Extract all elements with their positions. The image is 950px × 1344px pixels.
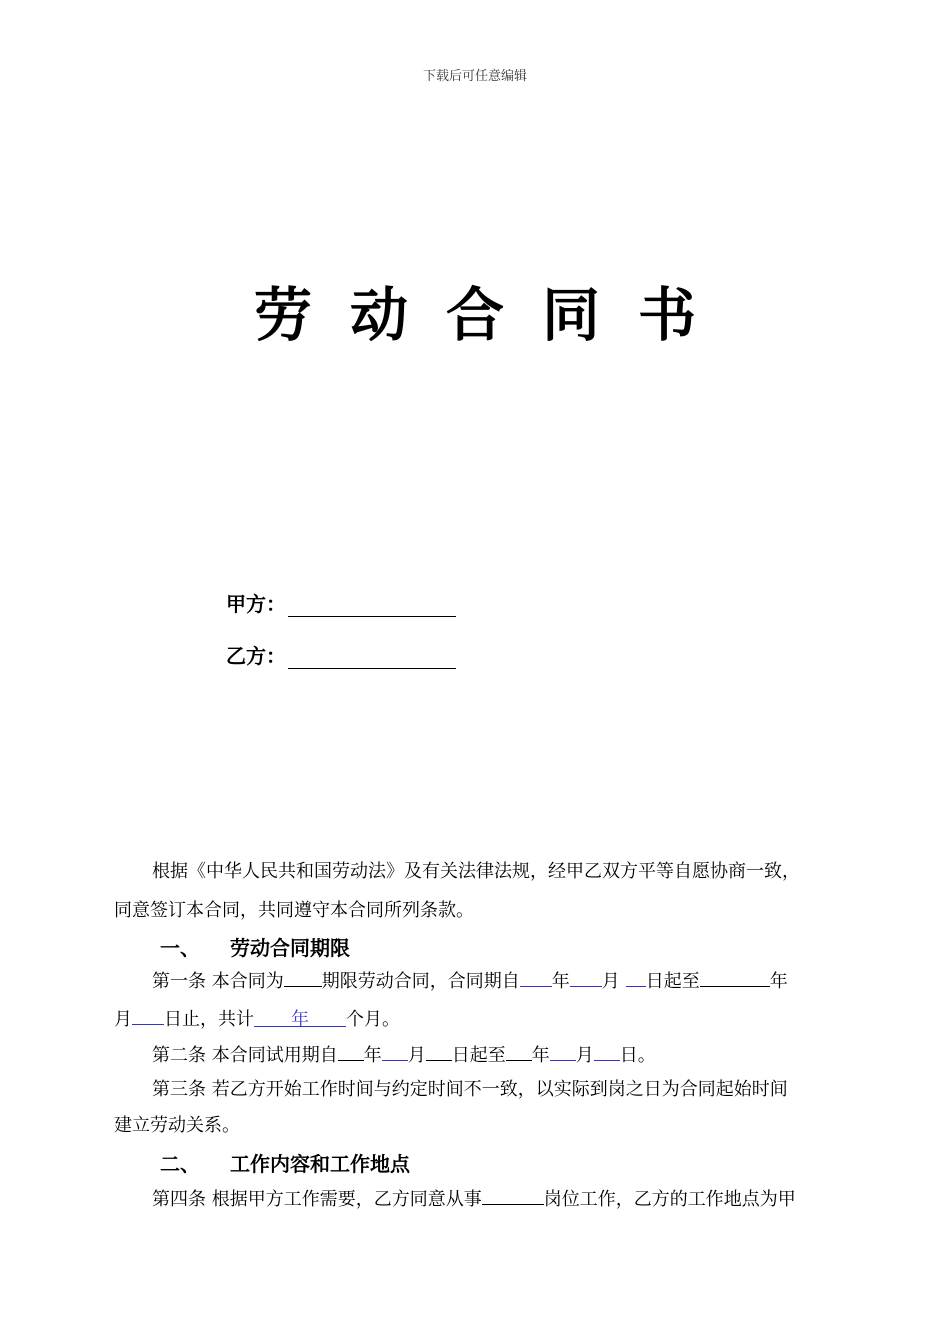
probation-end-year-blank[interactable] [506, 1042, 532, 1061]
total-years-blank[interactable] [254, 1008, 346, 1030]
header-note: 下载后可任意编辑 [422, 69, 527, 84]
contract-term-type-blank[interactable] [284, 968, 322, 987]
probation-end-day-blank[interactable] [594, 1042, 620, 1061]
start-day-blank[interactable] [626, 968, 646, 987]
article-2-month-label: 月 [407, 1045, 426, 1066]
article-4-text-a: 第四条 根据甲方工作需要，乙方同意从事 [152, 1189, 482, 1210]
party-a-label: 甲方： [226, 592, 286, 616]
total-years-label: 年 [291, 1009, 309, 1030]
section-2-number: 二、 [160, 1152, 200, 1176]
party-b-label: 乙方： [226, 644, 286, 668]
intro-line-2: 同意签订本合同，共同遵守本合同所列条款。 [114, 900, 474, 921]
article-1-year-label: 年 [551, 971, 570, 992]
article-2-line [152, 1042, 656, 1068]
section-1-heading [160, 932, 350, 961]
article-4-line [152, 1186, 796, 1212]
party-a-row [226, 588, 456, 617]
probation-start-year-blank[interactable] [338, 1042, 364, 1061]
article-1-line-2 [114, 1006, 400, 1032]
article-1-text-a: 第一条 本合同为 [152, 971, 284, 992]
article-2-end-month-label: 月 [575, 1045, 594, 1066]
article-1-end-month-label: 月 [114, 1009, 132, 1030]
intro-line-1: 根据《中华人民共和国劳动法》及有关法律法规，经甲乙双方平等自愿协商一致， [152, 861, 800, 882]
article-1-text-b: 期限劳动合同，合同期自 [321, 971, 520, 992]
article-1-months-label: 个月。 [346, 1009, 400, 1030]
document-title: 劳动合同书 [253, 281, 734, 349]
section-1-number: 一、 [160, 936, 200, 960]
article-2-end-day-label: 日。 [619, 1045, 656, 1066]
article-2-text: 第二条 本合同试用期自 [152, 1045, 338, 1066]
job-position-blank[interactable] [482, 1186, 544, 1205]
article-1-month-label: 月 [601, 971, 620, 992]
article-1-day-to: 日起至 [645, 971, 700, 992]
party-b-row [226, 640, 456, 669]
article-3-line-1: 第三条 若乙方开始工作时间与约定时间不一致，以实际到岗之日为合同起始时间 [152, 1079, 788, 1100]
start-month-blank[interactable] [570, 968, 602, 987]
end-year-blank[interactable] [700, 968, 770, 987]
party-a-field[interactable] [288, 598, 456, 617]
end-day-blank[interactable] [132, 1006, 164, 1025]
section-2-heading [160, 1148, 410, 1177]
article-2-year-label: 年 [363, 1045, 382, 1066]
article-2-end-year-label: 年 [531, 1045, 550, 1066]
probation-start-month-blank[interactable] [382, 1042, 408, 1061]
article-2-day-to: 日起至 [451, 1045, 506, 1066]
probation-start-day-blank[interactable] [426, 1042, 452, 1061]
article-1-line-1 [152, 968, 788, 994]
probation-end-month-blank[interactable] [550, 1042, 576, 1061]
section-2-title: 工作内容和工作地点 [230, 1152, 410, 1176]
article-4-text-b: 岗位工作，乙方的工作地点为甲 [543, 1189, 796, 1210]
article-3-line-2: 建立劳动关系。 [114, 1115, 240, 1136]
article-1-end-year-label: 年 [769, 971, 788, 992]
section-1-title: 劳动合同期限 [230, 936, 350, 960]
article-1-end-day-label: 日止，共计 [164, 1009, 254, 1030]
start-year-blank[interactable] [520, 968, 552, 987]
party-b-field[interactable] [288, 650, 456, 669]
